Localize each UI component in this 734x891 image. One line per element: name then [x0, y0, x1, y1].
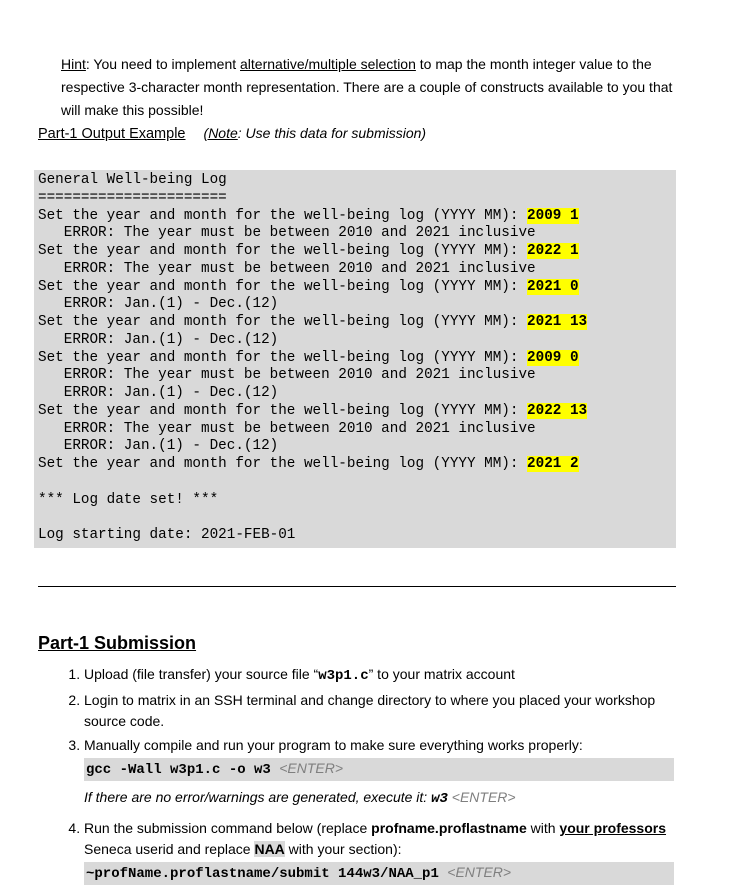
source-filename: w3p1.c — [318, 668, 369, 684]
console-line: ERROR: Jan.(1) - Dec.(12) — [38, 331, 279, 348]
console-line: *** Log date set! *** — [38, 491, 219, 508]
console-line: Set the year and month for the well-being log (YYYY MM): — [38, 278, 528, 295]
console-line: Log starting date: 2021-FEB-01 — [38, 527, 296, 543]
user-input: 2022 13 — [527, 402, 588, 419]
user-input: 2021 0 — [527, 278, 579, 295]
console-line: Set the year and month for the well-being log (YYYY MM): — [38, 207, 528, 224]
console-line: ERROR: The year must be between 2010 and 2021 inclusive — [38, 367, 536, 384]
console-line: ERROR: The year must be between 2010 and 2021 inclusive — [38, 225, 536, 242]
console-line: Set the year and month for the well-being log (YYYY MM): — [38, 456, 528, 472]
user-input: 2021 13 — [527, 314, 588, 330]
user-input: 2009 0 — [527, 349, 579, 366]
console-line: ERROR: Jan.(1) - Dec.(12) — [38, 385, 279, 401]
execute-note: If there are no error/warnings are generated, execute it: w3 <ENTER> — [84, 789, 516, 807]
console-line: Set the year and month for the well-being log (YYYY MM): — [38, 243, 528, 259]
hint-link[interactable]: alternative/multiple selection — [240, 56, 416, 72]
example-note: (Note: Use this data for submission) — [203, 125, 427, 141]
step-compile: 3. Manually compile and run your program to make sure everything works properly: gcc -Wall w3p1.c -o w3 <ENTER> If there are no error/warnings are generated, execute it: w3 <ENTER> — [84, 735, 674, 810]
console-output — [34, 170, 676, 548]
compile-command: gcc -Wall w3p1.c -o w3 <ENTER> — [84, 758, 674, 781]
console-line: Set the year and month for the well-being log (YYYY MM): — [38, 402, 528, 419]
user-input: 2021 2 — [527, 456, 579, 472]
step-upload: 1. Upload (file transfer) your source file “w3p1.c” to your matrix account — [84, 664, 674, 687]
console-line: General Well-being Log — [38, 172, 227, 188]
console-line: ERROR: Jan.(1) - Dec.(12) — [38, 438, 279, 455]
example-title: Part-1 Output Example — [38, 126, 186, 142]
console-line: Set the year and month for the well-being log (YYYY MM): — [38, 349, 528, 366]
section-divider — [38, 586, 676, 587]
hint-paragraph — [61, 53, 681, 122]
console-line: ERROR: The year must be between 2010 and 2021 inclusive — [38, 260, 536, 277]
submission-title: Part-1 Submission — [38, 633, 197, 653]
hint-label: Hint — [61, 56, 86, 72]
output-example-heading — [38, 125, 426, 142]
console-line: ERROR: Jan.(1) - Dec.(12) — [38, 296, 279, 313]
console-line: ====================== — [38, 189, 227, 206]
console-text — [34, 170, 676, 545]
hint-text-1: : You need to implement — [85, 56, 241, 72]
user-input: 2009 1 — [527, 207, 579, 224]
console-line: ERROR: The year must be between 2010 and 2021 inclusive — [38, 420, 536, 437]
submit-command: ~profName.proflastname/submit 144w3/NAA_p1 <ENTER> — [84, 862, 674, 885]
hint-text-2: to map the month integer value to the respective 3-character month representation. There are a couple of constructs available to you that will make this possible! — [61, 56, 673, 118]
step-login: 2. Login to matrix in an SSH terminal and change directory to where you placed your workshop source code. — [84, 690, 674, 732]
submission-steps — [48, 664, 674, 891]
console-line: Set the year and month for the well-being log (YYYY MM): — [38, 314, 528, 330]
step-submit: 4. Run the submission command below (replace profname.proflastname with your professors Seneca userid and replace NAA with your section): ~profName.proflastname/submit 144w3/NAA_p1 <ENTER> — [84, 818, 674, 885]
user-input: 2022 1 — [527, 243, 579, 259]
